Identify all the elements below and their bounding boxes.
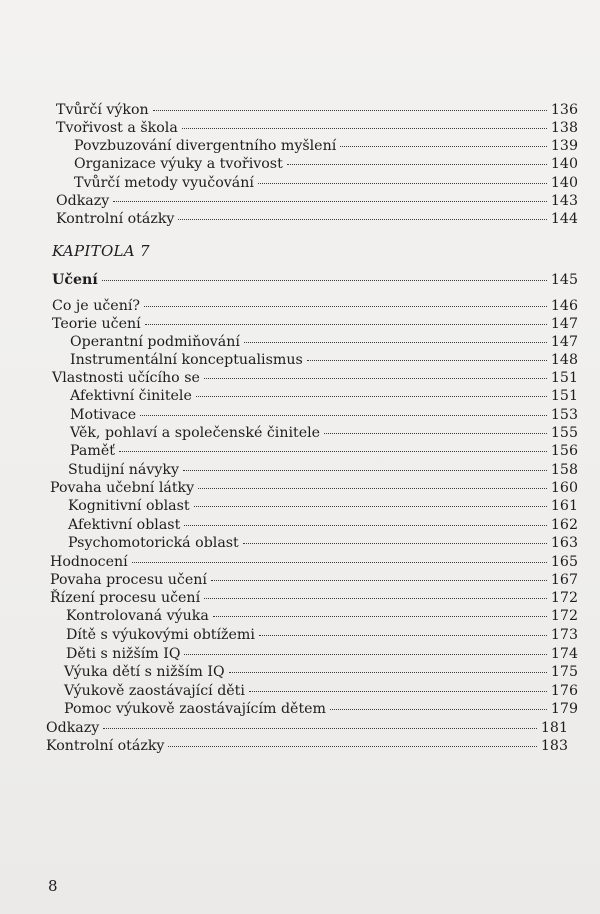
toc-entry-page: 161 <box>550 498 578 514</box>
toc-entry <box>74 137 578 155</box>
leader-dots <box>103 728 537 729</box>
toc-entry <box>50 479 578 497</box>
toc-entry-page: 148 <box>550 352 578 368</box>
leader-dots <box>243 543 547 544</box>
toc-entry-page: 158 <box>550 462 578 478</box>
leader-dots <box>182 128 547 129</box>
toc-entry <box>50 589 578 607</box>
toc-entry-page: 167 <box>550 572 578 588</box>
toc-entry-label: Výuka dětí s nižším IQ <box>64 664 225 680</box>
toc-entry <box>68 497 578 515</box>
toc-entry <box>56 192 578 210</box>
toc-entry-page: 138 <box>550 120 578 136</box>
toc-entry <box>64 663 578 681</box>
toc-entry <box>56 210 578 228</box>
toc-entry-label: Odkazy <box>46 720 100 736</box>
toc-entry-label: Kontrolovaná výuka <box>66 608 209 624</box>
toc-entry <box>46 719 568 737</box>
toc-entry-page: 140 <box>550 175 578 191</box>
toc-entry-label: Řízení procesu učení <box>50 590 201 606</box>
toc-entry-page: 183 <box>540 738 568 754</box>
toc-entry-page: 172 <box>550 590 578 606</box>
toc-entry <box>70 442 578 460</box>
toc-entry-page: 156 <box>550 443 578 459</box>
toc-entry <box>64 682 578 700</box>
toc-entry <box>74 155 578 173</box>
toc-entry-label: Afektivní oblast <box>68 517 181 533</box>
leader-dots <box>259 635 547 636</box>
toc-entry-label: Odkazy <box>56 193 110 209</box>
toc-entry-label: Výukově zaostávající děti <box>64 683 245 699</box>
toc-entry-label: Tvůrčí výkon <box>56 102 149 118</box>
toc-entry-label: Povaha učební látky <box>50 480 195 496</box>
toc-entry-page: 151 <box>550 370 578 386</box>
leader-dots <box>194 506 547 507</box>
toc-entry-page: 143 <box>550 193 578 209</box>
toc-entry-label: Dítě s výukovými obtížemi <box>66 627 255 643</box>
leader-dots <box>287 164 547 165</box>
toc-entry-page: 162 <box>550 517 578 533</box>
toc-entry <box>68 461 578 479</box>
toc-entry-label: Vlastnosti učícího se <box>52 370 200 386</box>
toc-entry <box>46 737 568 755</box>
toc-entry-page: 147 <box>550 334 578 350</box>
toc-entry-page: 139 <box>550 138 578 154</box>
toc-entry <box>66 626 578 644</box>
toc-entry <box>52 297 578 315</box>
toc-entry-label: Paměť <box>70 443 115 459</box>
toc-entry-page: 136 <box>550 102 578 118</box>
toc-entry-label: Co je učení? <box>52 298 140 314</box>
leader-dots <box>198 488 547 489</box>
toc-entry-page: 176 <box>550 683 578 699</box>
leader-dots <box>330 709 547 710</box>
toc-entry-label: Organizace výuky a tvořivost <box>74 156 283 172</box>
toc-entry-label: Psychomotorická oblast <box>68 535 239 551</box>
chapter-title-entry <box>52 271 578 289</box>
toc-entry <box>50 571 578 589</box>
leader-dots <box>204 378 547 379</box>
toc-entry-label: Motivace <box>70 407 137 423</box>
toc-entry-page: 175 <box>550 664 578 680</box>
toc-entry-label: Teorie učení <box>52 316 141 332</box>
toc-entry-page: 174 <box>550 646 578 662</box>
toc-entry-page: 163 <box>550 535 578 551</box>
toc-entry-page: 155 <box>550 425 578 441</box>
leader-dots <box>153 110 547 111</box>
leader-dots <box>340 146 547 147</box>
leader-dots <box>229 672 547 673</box>
toc-entry-page: 165 <box>550 554 578 570</box>
leader-dots <box>184 654 546 655</box>
leader-dots <box>113 201 547 202</box>
toc-entry-label: Pomoc výukově zaostávajícím dětem <box>64 701 326 717</box>
toc-entry-label: Kontrolní otázky <box>56 211 175 227</box>
toc-entry-page: 160 <box>550 480 578 496</box>
leader-dots <box>168 746 536 747</box>
leader-dots <box>119 451 547 452</box>
toc-entry <box>74 174 578 192</box>
toc-entry <box>70 406 578 424</box>
toc-entry <box>70 424 578 442</box>
leader-dots <box>249 691 547 692</box>
toc-entry-label: Věk, pohlaví a společenské činitele <box>70 425 321 441</box>
chapter-title-page: 145 <box>550 272 578 288</box>
toc-entry-page: 153 <box>550 407 578 423</box>
leader-dots <box>144 306 547 307</box>
toc-entry-label: Afektivní činitele <box>70 388 192 404</box>
leader-dots <box>213 616 547 617</box>
toc-entry-label: Tvůrčí metody vyučování <box>74 175 254 191</box>
toc-entry <box>50 553 578 571</box>
leader-dots <box>183 470 547 471</box>
toc-entry-label: Kontrolní otázky <box>46 738 165 754</box>
leader-dots <box>244 342 547 343</box>
leader-dots <box>324 433 547 434</box>
toc-entry <box>70 333 578 351</box>
chapter-heading: KAPITOLA 7 <box>52 242 150 260</box>
leader-dots <box>178 219 546 220</box>
leader-dots <box>140 415 547 416</box>
chapter-title: Učení <box>52 272 98 288</box>
toc-entry <box>68 516 578 534</box>
toc-entry <box>52 369 578 387</box>
toc-entry-label: Studijní návyky <box>68 462 179 478</box>
leader-dots <box>307 360 547 361</box>
toc-entry-label: Děti s nižším IQ <box>66 646 181 662</box>
toc-entry-label: Hodnocení <box>50 554 128 570</box>
toc-entry-page: 147 <box>550 316 578 332</box>
toc-entry <box>64 700 578 718</box>
leader-dots <box>196 396 547 397</box>
toc-entry-page: 151 <box>550 388 578 404</box>
toc-entry-page: 146 <box>550 298 578 314</box>
toc-entry-page: 181 <box>540 720 568 736</box>
toc-entry <box>70 351 578 369</box>
toc-entry-label: Tvořivost a škola <box>56 120 178 136</box>
page-number: 8 <box>48 877 58 895</box>
leader-dots <box>204 598 547 599</box>
toc-entry <box>66 645 578 663</box>
toc-entry <box>56 101 578 119</box>
toc-entry-label: Povzbuzování divergentního myšlení <box>74 138 337 154</box>
leader-dots <box>258 183 547 184</box>
toc-entry <box>56 119 578 137</box>
toc-entry-label: Instrumentální konceptualismus <box>70 352 303 368</box>
leader-dots <box>102 280 547 281</box>
toc-entry-label: Kognitivní oblast <box>68 498 190 514</box>
toc-entry <box>52 315 578 333</box>
toc-entry <box>66 607 578 625</box>
toc-entry-page: 172 <box>550 608 578 624</box>
toc-entry-page: 173 <box>550 627 578 643</box>
toc-entry-page: 144 <box>550 211 578 227</box>
toc-entry-label: Operantní podmiňování <box>70 334 240 350</box>
leader-dots <box>184 525 547 526</box>
toc-entry <box>68 534 578 552</box>
leader-dots <box>145 324 547 325</box>
toc-entry-label: Povaha procesu učení <box>50 572 207 588</box>
leader-dots <box>211 580 547 581</box>
toc-entry-page: 140 <box>550 156 578 172</box>
toc-entry <box>70 387 578 405</box>
toc-entry-page: 179 <box>550 701 578 717</box>
leader-dots <box>132 562 547 563</box>
